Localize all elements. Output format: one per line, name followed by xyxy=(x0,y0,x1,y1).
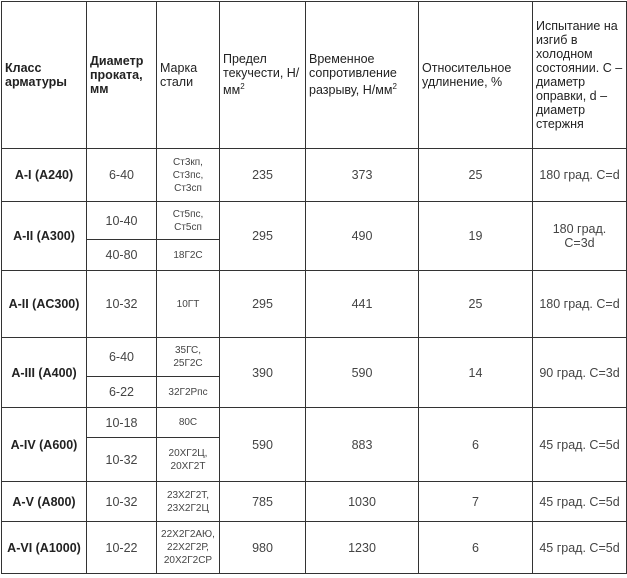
class-cell: A-VI (A1000) xyxy=(2,522,87,574)
elongation-cell: 14 xyxy=(419,338,533,408)
bend-cell: 45 град. С=5d xyxy=(533,482,627,522)
bend-cell: 90 град. С=3d xyxy=(533,338,627,408)
diameter-cell: 6-40 xyxy=(87,149,157,202)
header-yield-sup: 2 xyxy=(240,82,245,92)
rebar-properties-table xyxy=(1,1,627,574)
diameter-cell: 10-32 xyxy=(87,482,157,522)
yield-cell: 590 xyxy=(220,408,306,482)
header-yield-text: Предел текучести, Н/мм xyxy=(223,52,300,98)
yield-cell: 390 xyxy=(220,338,306,408)
class-cell: A-I (A240) xyxy=(2,149,87,202)
tensile-cell: 1030 xyxy=(306,482,419,522)
grade-cell: 18Г2С xyxy=(157,240,220,271)
bend-cell: 45 град. С=5d xyxy=(533,408,627,482)
header-bend: Испытание на изгиб в холодном состоянии. С – диаметр оправки, d – диаметр стержня xyxy=(533,2,627,149)
header-tensile xyxy=(306,2,419,149)
grade-cell: 35ГС, 25Г2С xyxy=(157,338,220,377)
class-cell: A-III (A400) xyxy=(2,338,87,408)
grade-cell: Ст3кп, Ст3пс, Ст3сп xyxy=(157,149,220,202)
tensile-cell: 490 xyxy=(306,202,419,271)
class-cell: A-II (A300) xyxy=(2,202,87,271)
bend-cell: 180 град. С=d xyxy=(533,149,627,202)
class-cell: A-V (A800) xyxy=(2,482,87,522)
header-row xyxy=(2,2,627,149)
yield-cell: 785 xyxy=(220,482,306,522)
tensile-cell: 441 xyxy=(306,271,419,338)
class-cell: A-II (AC300) xyxy=(2,271,87,338)
diameter-cell: 6-22 xyxy=(87,377,157,408)
diameter-cell: 10-40 xyxy=(87,202,157,240)
diameter-cell: 10-22 xyxy=(87,522,157,574)
header-tensile-sup: 2 xyxy=(392,82,397,92)
header-elongation: Относительное удлинение, % xyxy=(419,2,533,149)
header-yield xyxy=(220,2,306,149)
elongation-cell: 25 xyxy=(419,149,533,202)
header-tensile-text: Временное сопротивление разрыву, Н/мм xyxy=(309,52,397,98)
yield-cell: 980 xyxy=(220,522,306,574)
tensile-cell: 373 xyxy=(306,149,419,202)
table-row xyxy=(2,338,627,377)
bend-cell: 180 град. С=d xyxy=(533,271,627,338)
yield-cell: 295 xyxy=(220,202,306,271)
tensile-cell: 883 xyxy=(306,408,419,482)
table-row xyxy=(2,408,627,438)
elongation-cell: 25 xyxy=(419,271,533,338)
elongation-cell: 6 xyxy=(419,408,533,482)
bend-cell: 45 град. С=5d xyxy=(533,522,627,574)
grade-cell: Ст5пс, Ст5сп xyxy=(157,202,220,240)
tensile-cell: 590 xyxy=(306,338,419,408)
table-row xyxy=(2,482,627,522)
bend-cell: 180 град. С=3d xyxy=(533,202,627,271)
table-row xyxy=(2,522,627,574)
table-row xyxy=(2,149,627,202)
grade-cell: 10ГТ xyxy=(157,271,220,338)
grade-cell: 80С xyxy=(157,408,220,438)
elongation-cell: 6 xyxy=(419,522,533,574)
elongation-cell: 7 xyxy=(419,482,533,522)
diameter-cell: 10-32 xyxy=(87,438,157,482)
grade-cell: 22Х2Г2АЮ, 22Х2Г2Р, 20Х2Г2СР xyxy=(157,522,220,574)
grade-cell: 20ХГ2Ц, 20ХГ2Т xyxy=(157,438,220,482)
diameter-cell: 40-80 xyxy=(87,240,157,271)
diameter-cell: 10-32 xyxy=(87,271,157,338)
diameter-cell: 6-40 xyxy=(87,338,157,377)
tensile-cell: 1230 xyxy=(306,522,419,574)
class-cell: A-IV (A600) xyxy=(2,408,87,482)
yield-cell: 295 xyxy=(220,271,306,338)
diameter-cell: 10-18 xyxy=(87,408,157,438)
table-row xyxy=(2,271,627,338)
grade-cell: 32Г2Рпс xyxy=(157,377,220,408)
elongation-cell: 19 xyxy=(419,202,533,271)
header-class: Класс арматуры xyxy=(2,2,87,149)
yield-cell: 235 xyxy=(220,149,306,202)
header-grade: Марка стали xyxy=(157,2,220,149)
header-diameter: Диаметр проката, мм xyxy=(87,2,157,149)
table-row xyxy=(2,202,627,240)
grade-cell: 23Х2Г2Т, 23Х2Г2Ц xyxy=(157,482,220,522)
